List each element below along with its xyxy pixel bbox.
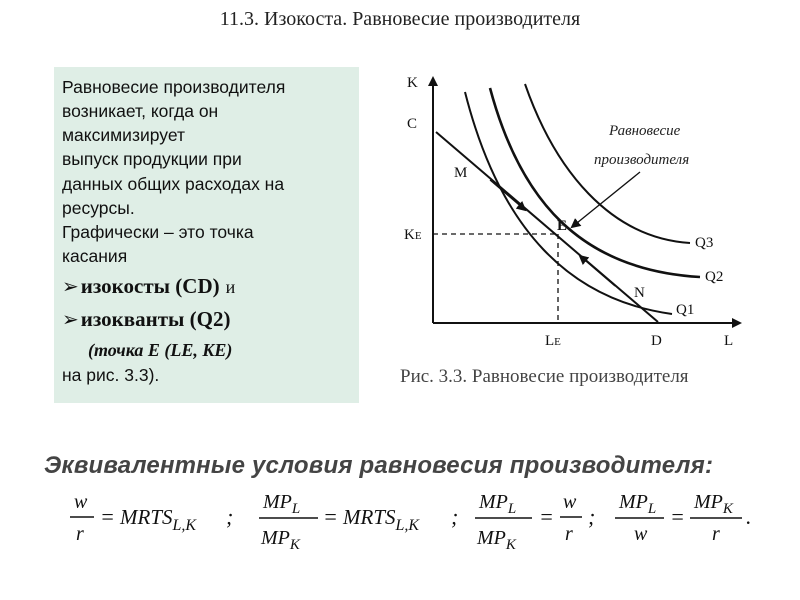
f4-num1-sub: L (647, 501, 657, 517)
f1-mrts (119, 505, 197, 534)
isoquant-q2 (490, 88, 700, 277)
definition-line: возникает, когда он (62, 101, 219, 122)
point-note-end: на рис. 3.3). (62, 364, 160, 385)
f3-w: w (563, 491, 577, 513)
f2-mrts-main: MRTS (343, 505, 396, 529)
f1-numerator: w (74, 491, 88, 513)
f4-denominator-2: r (712, 523, 720, 545)
f1-equals: = (100, 504, 115, 529)
le-label-sub: E (554, 336, 561, 348)
l-axis-label: L (724, 333, 734, 349)
le-label (545, 333, 561, 349)
check-bullet-icon: ➢ (62, 307, 79, 332)
f4-num2-sub: K (722, 501, 733, 517)
definition-line: Графически – это точка (62, 221, 254, 242)
f3-semicolon: ; (588, 504, 596, 529)
f4-period: . (746, 504, 752, 529)
le-label-main: L (545, 333, 555, 349)
q3-label: Q3 (695, 235, 714, 251)
annotation-arrow-icon (572, 172, 640, 227)
definition-line: данных общих расходах на (62, 173, 285, 194)
f3-den-main: MP (477, 527, 506, 549)
point-m-label: M (454, 165, 468, 181)
slide-title: 11.3. Изокоста. Равновесие производителя (219, 8, 581, 30)
definition-line: касания (62, 245, 128, 266)
check-bullet-icon: ➢ (62, 274, 79, 299)
f1-semicolon: ; (226, 504, 234, 529)
q2-label: Q2 (705, 269, 724, 285)
definition-line: Равновесие производителя (62, 77, 286, 97)
f3-r: r (565, 523, 573, 545)
figure-caption: Рис. 3.3. Равновесие производителя (400, 366, 689, 387)
f3-den-sub: K (505, 537, 516, 553)
f3-num-main: MP (479, 491, 508, 513)
f4-numerator-1 (618, 491, 656, 517)
equations-heading: Эквивалентные условия равновесия производителя: (44, 452, 714, 479)
f2-den-sub: K (289, 537, 300, 553)
bullet-conjunction: и (225, 277, 236, 298)
definition-line: ресурсы. (62, 197, 135, 218)
f2-semicolon: ; (451, 504, 459, 529)
f2-numerator (262, 491, 300, 517)
q1-label: Q1 (676, 302, 695, 318)
bullet-isocost-text: изокосты (CD) (80, 274, 220, 299)
f2-mrts (342, 505, 420, 534)
ke-label-sub: E (414, 230, 422, 242)
f4-numerator-2 (693, 491, 734, 517)
f3-denominator (476, 527, 517, 553)
f4-denominator-1: w (634, 523, 648, 545)
f3-equals: = (539, 504, 554, 529)
f2-denominator (260, 527, 301, 553)
equilibrium-formulas (0, 480, 800, 590)
f1-denominator: r (76, 523, 84, 545)
isocost-arrow-down-icon (490, 180, 525, 210)
f4-num1-main: MP (619, 491, 648, 513)
isocost-arrow-up-icon (580, 256, 615, 286)
f2-num-sub: L (291, 501, 301, 517)
definition-line: выпуск продукции при (62, 149, 242, 170)
f1-mrts-sub: L,K (172, 517, 197, 534)
f1-mrts-main: MRTS (120, 505, 173, 529)
point-d-label: D (651, 333, 662, 349)
f3-num-sub: L (507, 501, 517, 517)
f4-equals: = (670, 504, 685, 529)
f2-equals: = (323, 504, 338, 529)
point-note: (точка E (LE, KE) (88, 340, 233, 361)
annotation-line-2: производителя (594, 152, 690, 168)
f2-num-main: MP (263, 491, 292, 513)
point-e-label: E (557, 218, 568, 234)
k-axis-label: K (407, 75, 418, 91)
annotation-line-1: Равновесие (609, 123, 681, 139)
ke-label-main: K (404, 227, 415, 243)
point-c-label: C (407, 116, 418, 132)
ke-label (404, 227, 422, 243)
f4-num2-main: MP (694, 491, 723, 513)
f3-numerator (478, 491, 516, 517)
definition-line: максимизирует (62, 125, 186, 146)
f2-mrts-sub: L,K (395, 517, 420, 534)
point-n-label: N (634, 285, 645, 301)
bullet-isoquant-text: изокванты (Q2) (80, 307, 231, 332)
f2-den-main: MP (261, 527, 290, 549)
